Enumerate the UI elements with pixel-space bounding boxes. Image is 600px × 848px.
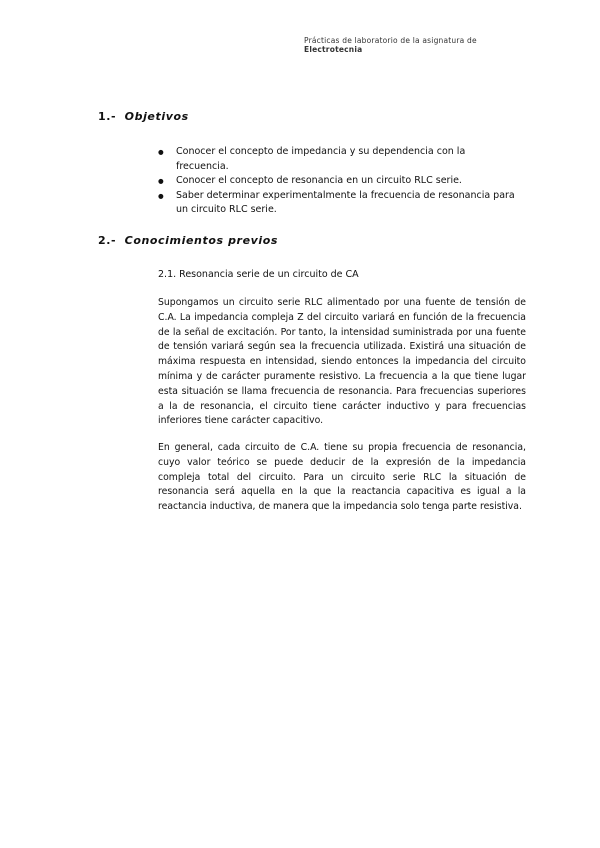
section-2-number: 2.- xyxy=(98,234,117,247)
objective-item: ● Saber determinar experimentalmente la frecuencia de resonancia para un circuito RLC serie. xyxy=(158,189,518,218)
header-line-1: Prácticas de laboratorio de la asignatura de xyxy=(304,36,477,45)
paragraph: Supongamos un circuito serie RLC alimentado por una fuente de tensión de C.A. La impedancia compleja Z del circuito variará en función de la frecuencia de la señal de excitación. Por tanto, la intensidad suministrada por una fuente de tensión variará según sea la frecuencia utilizada. Existirá una situación de máxima respuesta en intensidad, siendo entonces la impedancia del circuito mínima y de carácter puramente resistivo. La frecuencia a la que tiene lugar esta situación se llama frecuencia de resonancia. Para frecuencias superiores a la de resonancia, el circuito tiene carácter inductivo y para frecuencias inferiores tiene carácter capacitivo. xyxy=(158,297,526,427)
section-2-title: Conocimientos previos xyxy=(124,234,279,247)
subsection-title: 2.1. Resonancia serie de un circuito de CA xyxy=(158,269,359,280)
objective-item: ● Conocer el concepto de resonancia en un circuito RLC serie. xyxy=(158,174,518,189)
header-line-2: Electrotecnia xyxy=(304,45,363,54)
paragraph: En general, cada circuito de C.A. tiene su propia frecuencia de resonancia, cuyo valor teórico se puede deducir de la expresión de la impedancia compleja total del circuito. Para un circuito serie RLC la situación de resonancia será aquella en la que la reactancia capacitiva es igual a la reactancia inductiva, de manera que la impedancia solo tenga parte resistiva. xyxy=(158,442,526,513)
page-header xyxy=(304,36,514,54)
section-1-title: Objetivos xyxy=(124,110,189,123)
objective-item: ● Conocer el concepto de impedancia y su dependencia con la frecuencia. xyxy=(158,145,518,174)
section-1-heading xyxy=(98,110,189,123)
section-1-number: 1.- xyxy=(98,110,117,123)
section-2-heading xyxy=(98,234,278,247)
objectives-list xyxy=(158,145,518,218)
